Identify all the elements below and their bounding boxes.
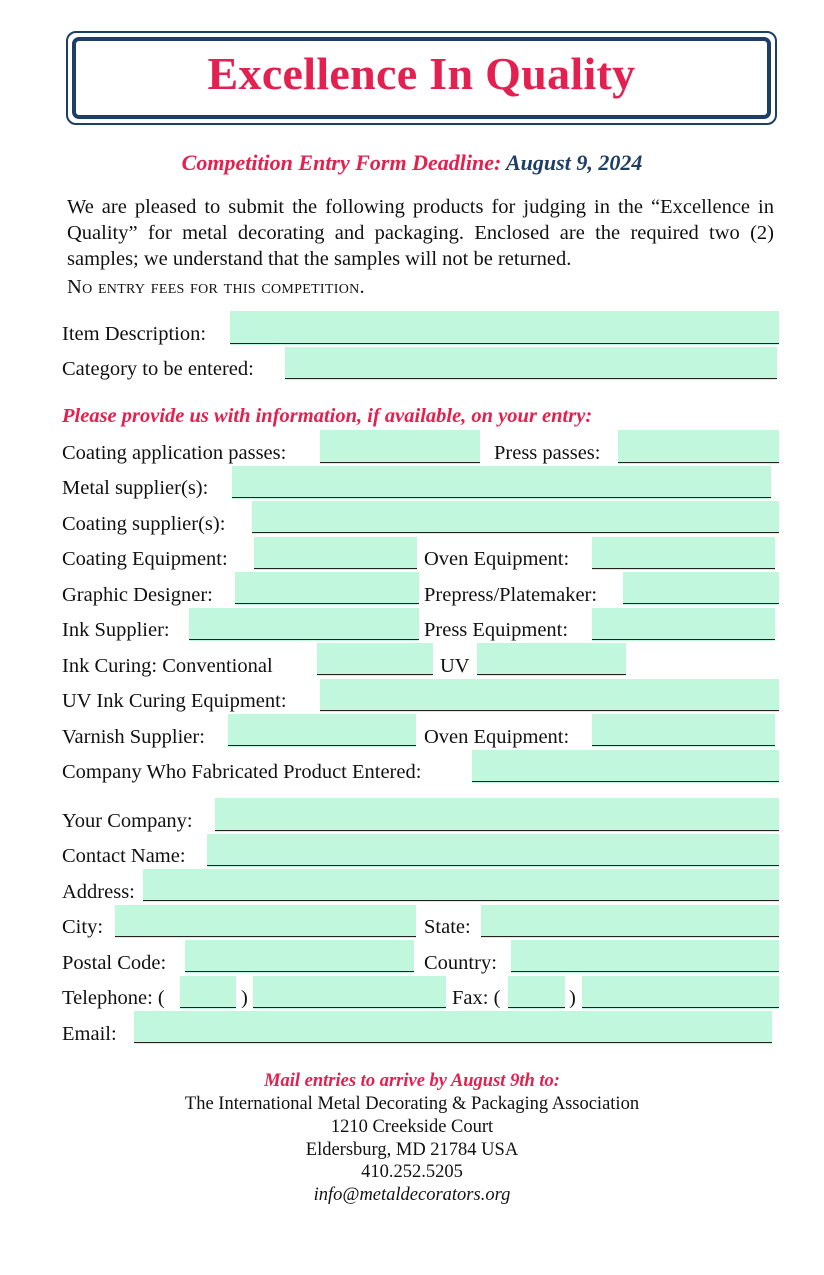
fax-area-code-field[interactable] [508, 976, 565, 1009]
uv-label: UV [440, 655, 470, 677]
coating-equipment-label: Coating Equipment: [62, 548, 228, 570]
graphic-designer-underline [235, 603, 419, 604]
state-underline [481, 936, 779, 937]
varnish-supplier-field[interactable] [228, 714, 416, 747]
metal-suppliers-underline [232, 497, 771, 498]
fax-label: Fax: ( [452, 987, 501, 1009]
telephone-close-paren: ) [241, 987, 248, 1009]
coating-passes-field[interactable] [320, 430, 480, 464]
mail-email-link[interactable]: info@metaldecorators.org [313, 1185, 511, 1205]
no-fees-note: No entry fees for this competition. [67, 276, 365, 298]
page-title: Excellence In Quality [207, 48, 636, 99]
oven-equipment-2-label: Oven Equipment: [424, 726, 570, 748]
coating-passes-underline [320, 462, 480, 463]
mail-street: 1210 Creekside Court [330, 1117, 494, 1137]
telephone-area-code-underline [180, 1007, 236, 1008]
intro-text [67, 194, 774, 272]
coating-suppliers-label: Coating supplier(s): [62, 513, 226, 535]
fax-number-field[interactable] [582, 976, 779, 1009]
varnish-supplier-label: Varnish Supplier: [62, 726, 205, 748]
metal-suppliers-label: Metal supplier(s): [62, 477, 209, 499]
ink-supplier-field[interactable] [189, 608, 419, 641]
fabricator-label: Company Who Fabricated Product Entered: [62, 761, 422, 783]
postal-code-label: Postal Code: [62, 952, 167, 974]
oven-equipment-2-underline [592, 745, 775, 746]
fabricator-field[interactable] [472, 750, 779, 783]
contact-name-field[interactable] [207, 834, 779, 867]
contact-name-label: Contact Name: [62, 845, 186, 867]
ink-curing-conventional-underline [317, 674, 433, 675]
graphic-designer-label: Graphic Designer: [62, 584, 213, 606]
state-field[interactable] [481, 905, 779, 938]
item-description-field[interactable] [230, 311, 779, 345]
info-heading: Please provide us with information, if available, on your entry: [62, 405, 593, 427]
metal-suppliers-field[interactable] [232, 466, 771, 499]
oven-equipment-label: Oven Equipment: [424, 548, 570, 570]
coating-passes-label: Coating application passes: [62, 442, 287, 464]
oven-equipment-field[interactable] [592, 537, 775, 570]
company-label: Your Company: [62, 810, 193, 832]
address-field[interactable] [143, 869, 779, 902]
email-field[interactable] [134, 1011, 772, 1044]
press-passes-underline [618, 462, 779, 463]
postal-code-field[interactable] [185, 940, 414, 973]
coating-suppliers-underline [252, 532, 779, 533]
coating-equipment-field[interactable] [254, 537, 417, 570]
address-label: Address: [62, 881, 135, 903]
oven-equipment-2-field[interactable] [592, 714, 775, 747]
item-description-underline [230, 343, 779, 344]
ink-supplier-label: Ink Supplier: [62, 619, 170, 641]
country-underline [511, 971, 779, 972]
category-label: Category to be entered: [62, 358, 254, 380]
varnish-supplier-underline [228, 745, 416, 746]
email-underline [134, 1042, 772, 1043]
company-underline [215, 830, 779, 831]
telephone-area-code-field[interactable] [180, 976, 236, 1009]
fax-close-paren: ) [569, 987, 576, 1009]
postal-code-underline [185, 971, 414, 972]
intro-paragraph: We are pleased to submit the following products for judging in the “Excellence in Quality” for metal decorating and packaging. Enclosed are the required two (2) samples; we understand that the samples will not be returned. [67, 196, 774, 270]
fax-number-underline [582, 1007, 779, 1008]
country-field[interactable] [511, 940, 779, 973]
fabricator-underline [472, 781, 779, 782]
ink-curing-uv-underline [477, 674, 626, 675]
country-label: Country: [424, 952, 497, 974]
deadline-label: Competition Entry Form Deadline: [181, 150, 502, 175]
city-underline [115, 936, 416, 937]
oven-equipment-underline [592, 568, 775, 569]
company-field[interactable] [215, 798, 779, 832]
item-description-label: Item Description: [62, 323, 207, 345]
deadline-line [0, 150, 824, 176]
prepress-underline [623, 603, 779, 604]
ink-curing-conventional-field[interactable] [317, 643, 433, 676]
state-label: State: [424, 916, 471, 938]
coating-equipment-underline [254, 568, 417, 569]
press-equipment-label: Press Equipment: [424, 619, 569, 641]
telephone-number-field[interactable] [253, 976, 446, 1009]
mail-city: Eldersburg, MD 21784 USA [305, 1140, 519, 1160]
title-banner [66, 31, 777, 125]
prepress-label: Prepress/Platemaker: [424, 584, 598, 606]
deadline-date: August 9, 2024 [506, 150, 643, 175]
ink-curing-uv-field[interactable] [477, 643, 626, 676]
category-underline [285, 378, 777, 379]
prepress-field[interactable] [623, 572, 779, 605]
uv-ink-curing-equipment-field[interactable] [320, 679, 779, 712]
email-label: Email: [62, 1023, 117, 1045]
city-label: City: [62, 916, 104, 938]
mail-org: The International Metal Decorating & Packaging Association [184, 1094, 640, 1114]
uv-ink-curing-equipment-underline [320, 710, 779, 711]
press-equipment-field[interactable] [592, 608, 775, 641]
press-passes-label: Press passes: [494, 442, 601, 464]
city-field[interactable] [115, 905, 416, 938]
fax-area-code-underline [508, 1007, 565, 1008]
address-underline [143, 900, 779, 901]
mail-heading: Mail entries to arrive by August 9th to: [264, 1071, 560, 1091]
telephone-number-underline [253, 1007, 446, 1008]
telephone-label: Telephone: ( [62, 987, 165, 1009]
ink-curing-label: Ink Curing: Conventional [62, 655, 273, 677]
contact-name-underline [207, 865, 779, 866]
uv-ink-curing-equipment-label: UV Ink Curing Equipment: [62, 690, 287, 712]
graphic-designer-field[interactable] [235, 572, 419, 605]
mail-phone: 410.252.5205 [361, 1162, 463, 1182]
press-equipment-underline [592, 639, 775, 640]
coating-suppliers-field[interactable] [252, 501, 779, 534]
ink-supplier-underline [189, 639, 419, 640]
press-passes-field[interactable] [618, 430, 779, 464]
category-field[interactable] [285, 347, 777, 380]
